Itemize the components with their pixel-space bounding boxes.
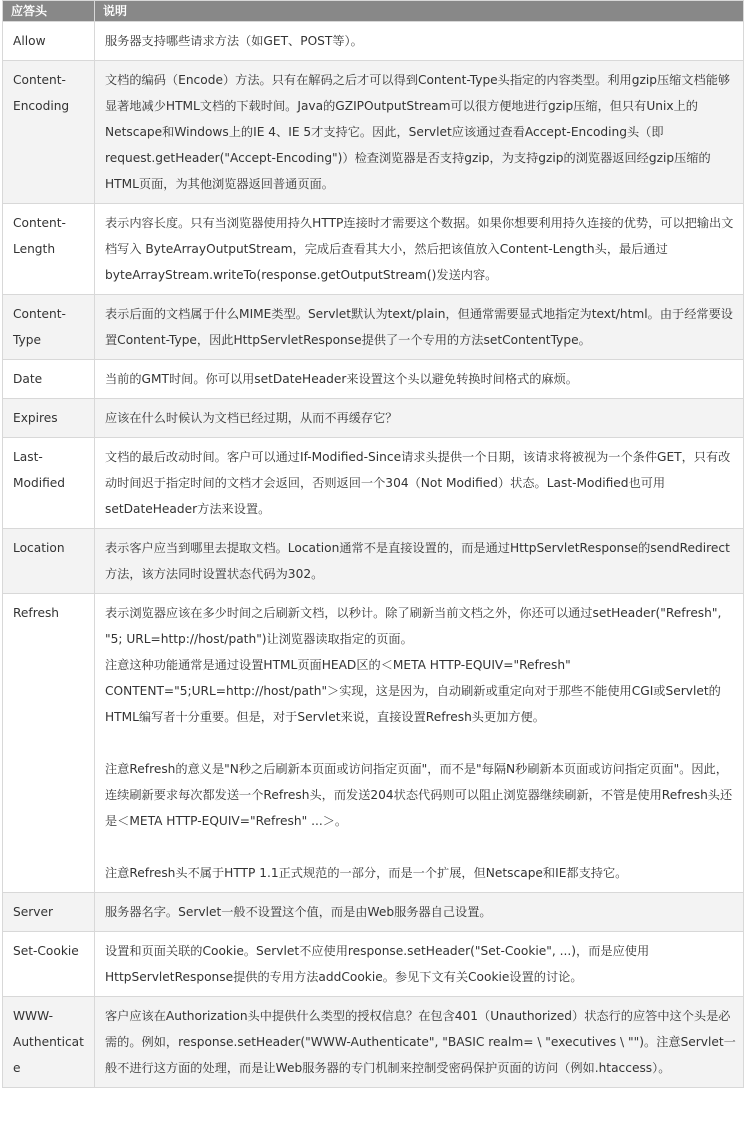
header-description-cell: [95, 997, 744, 1088]
header-name-cell: Server: [3, 893, 95, 932]
header-name-cell: Set-Cookie: [3, 932, 95, 997]
header-name-cell: Date: [3, 360, 95, 399]
description-paragraph: 注意Refresh的意义是"N秒之后刷新本页面或访问指定页面"，而不是"每隔N秒刷新本页面或访问指定页面"。因此，连续刷新要求每次都发送一个Refresh头，而发送204状态代码则可以阻止浏览器继续刷新，不管是使用Refresh头还是＜META HTTP-EQUIV="Refresh" ...＞。: [105, 762, 733, 828]
header-description-column: 说明: [95, 1, 744, 22]
header-name-cell: Refresh: [3, 594, 95, 893]
header-description-cell: [95, 529, 744, 594]
description-paragraph: 文档的最后改动时间。客户可以通过If-Modified-Since请求头提供一个日期，该请求将被视为一个条件GET，只有改动时间迟于指定时间的文档才会返回，否则返回一个304（Not Modified）状态。Last-Modified也可用setDateHeader方法来设置。: [105, 450, 731, 516]
table-header-row: [3, 1, 744, 22]
description-paragraph: 客户应该在Authorization头中提供什么类型的授权信息？在包含401（Unauthorized）状态行的应答中这个头是必需的。例如，response.setHeader("WWW-Authenticate", "BASIC realm= \ "executives \ "")。注意Servlet一般不进行这方面的处理，而是让Web服务器的专门机制来控制受密码保护页面的访问（例如.htaccess）。: [105, 1009, 736, 1075]
description-paragraph: 表示浏览器应该在多少时间之后刷新文档，以秒计。除了刷新当前文档之外，你还可以通过setHeader("Refresh", "5; URL=http://host/path")让浏览器读取指定的页面。: [105, 606, 722, 646]
header-name-cell: Allow: [3, 22, 95, 61]
header-description-cell: [95, 61, 744, 204]
header-name-cell: Content-Encoding: [3, 61, 95, 204]
header-name-cell: Content-Type: [3, 295, 95, 360]
table-row: [3, 295, 744, 360]
description-paragraph: 表示内容长度。只有当浏览器使用持久HTTP连接时才需要这个数据。如果你想要利用持久连接的优势，可以把输出文档写入 ByteArrayOutputStream，完成后查看其大小，然后把该值放入Content-Length头，最后通过byteArrayStream.writeTo(response.getOutputStream()发送内容。: [105, 216, 734, 282]
header-name-cell: Location: [3, 529, 95, 594]
description-paragraph: 注意Refresh头不属于HTTP 1.1正式规范的一部分，而是一个扩展，但Netscape和IE都支持它。: [105, 866, 628, 880]
header-name-cell: WWW-Authenticate: [3, 997, 95, 1088]
header-name-column: 应答头: [3, 1, 95, 22]
description-paragraph: 设置和页面关联的Cookie。Servlet不应使用response.setHeader("Set-Cookie", ...)，而是应使用HttpServletResponse提供的专用方法addCookie。参见下文有关Cookie设置的讨论。: [105, 944, 650, 984]
header-description-cell: [95, 204, 744, 295]
description-paragraph: 当前的GMT时间。你可以用setDateHeader来设置这个头以避免转换时间格式的麻烦。: [105, 372, 578, 386]
description-paragraph: 服务器支持哪些请求方法（如GET、POST等）。: [105, 34, 363, 48]
paragraph-spacer: [105, 730, 738, 756]
table-row: [3, 61, 744, 204]
description-paragraph: 表示后面的文档属于什么MIME类型。Servlet默认为text/plain，但通常需要显式地指定为text/html。由于经常要设置Content-Type，因此HttpServletResponse提供了一个专用的方法setContentType。: [105, 307, 733, 347]
description-paragraph: 服务器名字。Servlet一般不设置这个值，而是由Web服务器自己设置。: [105, 905, 492, 919]
table-row: [3, 360, 744, 399]
table-row: [3, 594, 744, 893]
table-row: [3, 438, 744, 529]
table-row: [3, 22, 744, 61]
table-row: [3, 997, 744, 1088]
table-row: [3, 529, 744, 594]
description-paragraph: 应该在什么时候认为文档已经过期，从而不再缓存它？: [105, 411, 398, 425]
response-headers-table: [2, 0, 744, 1088]
table-row: [3, 893, 744, 932]
table-row: [3, 204, 744, 295]
header-description-cell: [95, 295, 744, 360]
description-paragraph: 注意这种功能通常是通过设置HTML页面HEAD区的＜META HTTP-EQUIV="Refresh" CONTENT="5;URL=http://host/path"＞实现，这是因为，自动刷新或重定向对于那些不能使用CGI或Servlet的HTML编写者十分重要。但是，对于Servlet来说，直接设置Refresh头更加方便。: [105, 658, 721, 724]
header-description-cell: [95, 594, 744, 893]
header-description-cell: [95, 438, 744, 529]
header-description-cell: [95, 893, 744, 932]
header-name-cell: Expires: [3, 399, 95, 438]
header-description-cell: [95, 360, 744, 399]
header-description-cell: [95, 932, 744, 997]
paragraph-spacer: [105, 834, 738, 860]
description-paragraph: 文档的编码（Encode）方法。只有在解码之后才可以得到Content-Type头指定的内容类型。利用gzip压缩文档能够显著地减少HTML文档的下载时间。Java的GZIPOutputStream可以很方便地进行gzip压缩，但只有Unix上的Netscape和Windows上的IE 4、IE 5才支持它。因此，Servlet应该通过查看Accept-Encoding头（即request.getHeader("Accept-Encoding")）检查浏览器是否支持gzip，为支持gzip的浏览器返回经gzip压缩的HTML页面，为其他浏览器返回普通页面。: [105, 73, 731, 191]
header-name-cell: Last-Modified: [3, 438, 95, 529]
header-name-cell: Content-Length: [3, 204, 95, 295]
description-paragraph: 表示客户应当到哪里去提取文档。Location通常不是直接设置的，而是通过HttpServletResponse的sendRedirect方法，该方法同时设置状态代码为302。: [105, 541, 730, 581]
header-description-cell: [95, 22, 744, 61]
header-description-cell: [95, 399, 744, 438]
table-row: [3, 399, 744, 438]
table-row: [3, 932, 744, 997]
